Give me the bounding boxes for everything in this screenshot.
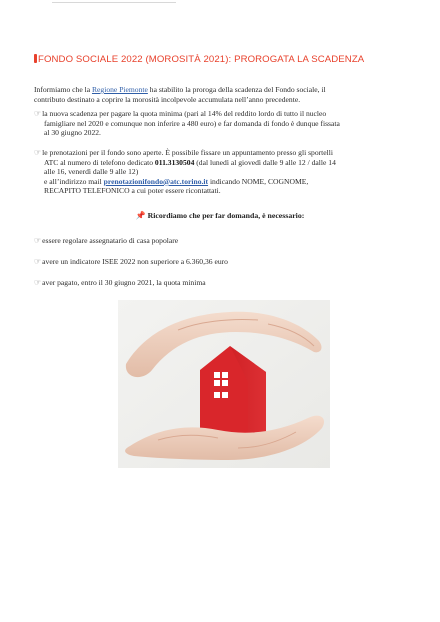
intro-paragraph: Informiamo che la Regione Piemonte ha stabilito la proroga della scadenza del Fondo sociale, il contributo destinato a coprire la morosità incolpevole accumulata nell’anno precedente. (34, 85, 326, 104)
hands-protecting-house-image (118, 300, 330, 468)
requirements-heading: 📌 Ricordiamo che per far domanda, è necessario: (135, 211, 305, 220)
booking-paragraph: ☞le prenotazioni per il fondo sono aperte. È possibile fissare un appuntamento presso gli sportelli ATC al numero di telefono dedicato 011.3130504 (dal lunedì al giovedì dalle 9 alle 12 / dalle 14 alle 16, venerdì dalle 9 alle 12) e all’indirizzo mail prenotazionifondo@atc.torino.it indicando NOME, COGNOME, RECAPITO TELEFONICO a cui poter essere ricontattati. (34, 148, 336, 196)
hand-pointing-icon: ☞ (34, 236, 42, 245)
hand-pointing-icon: ☞ (34, 257, 42, 266)
title-marker-icon (34, 54, 37, 63)
hand-pointing-icon: ☞ (34, 109, 42, 118)
hand-pointing-icon: ☞ (34, 148, 42, 157)
requirement-item: ☞essere regolare assegnatario di casa popolare (34, 236, 179, 245)
page-title: FONDO SOCIALE 2022 (MOROSITÀ 2021): PROROGATA LA SCADENZA (34, 54, 424, 65)
regione-piemonte-link[interactable]: Regione Piemonte (91, 85, 148, 94)
hand-pointing-icon: ☞ (34, 278, 42, 287)
deadline-paragraph: ☞la nuova scadenza per pagare la quota minima (pari al 14% del reddito lordo di tutto il nucleo famigliare nel 2020 e comunque non inferire a 480 euro) e far domanda di fondo è dunque fissata al 30 giugno 2022. (34, 109, 340, 138)
pushpin-icon: 📌 (135, 211, 146, 220)
email-link[interactable]: prenotazionifondo@atc.torino.it (103, 176, 209, 186)
requirement-item: ☞avere un indicatore ISEE 2022 non superiore a 6.360,36 euro (34, 257, 228, 266)
phone-number[interactable]: 011.3130504 (154, 157, 195, 167)
top-divider (52, 2, 176, 3)
requirement-item: ☞aver pagato, entro il 30 giugno 2021, la quota minima (34, 278, 206, 287)
